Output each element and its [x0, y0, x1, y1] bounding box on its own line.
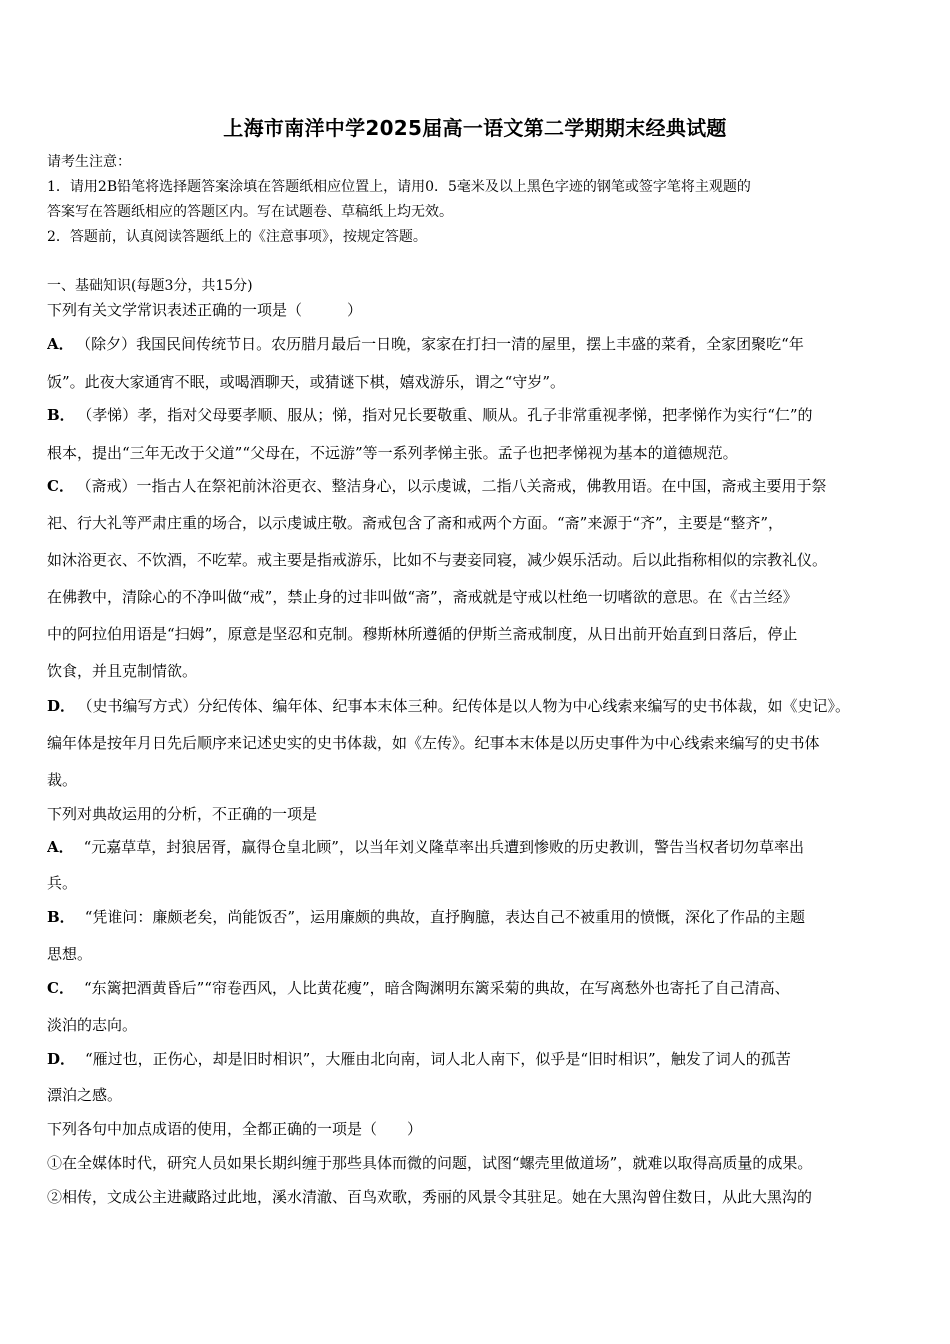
q2-option-d-letter: D．	[47, 1050, 76, 1068]
q1-option-c-line-4: 在佛教中，清除心的不净叫做“戒”，禁止身的过非叫做“斋”，斋戒就是守戒以杜绝一切嗜欲的意思。在《古兰经》	[47, 588, 798, 606]
q1-option-d-line	[47, 696, 917, 716]
q1-option-a-text: （除夕）我国民间传统节日。农历腊月最后一日晚，家家在打扫一清的屋里，摆上丰盛的菜肴，全家团聚吃“年	[83, 335, 804, 353]
q1-option-b-line-2: 根本，提出“三年无改于父道”“父母在，不远游”等一系列孝悌主张。孟子也把孝悌视为基本的道德规范。	[47, 444, 738, 462]
q1-option-d-line-2: 编年体是按年月日先后顺序来记述史实的史书体裁，如《左传》。纪事本末体是以历史事件为中心线索来编写的史书体	[47, 734, 820, 752]
q3-sentence-1: ①在全媒体时代，研究人员如果长期纠缠于那些具体而微的问题，试图“螺壳里做道场”，就难以取得高质量的成果。	[47, 1154, 813, 1172]
q2-option-a-text: “元嘉草草，封狼居胥，赢得仓皇北顾”，以当年刘义隆草率出兵遭到惨败的历史教训，警告当权者切勿草率出	[83, 838, 804, 856]
q2-option-a-line	[47, 837, 917, 857]
q2-option-c-line	[47, 978, 917, 998]
q1-option-c-letter: C．	[47, 477, 74, 495]
q1-option-b-letter: B．	[47, 406, 75, 424]
notice-item-2: 2．答题前，认真阅读答题纸上的《注意事项》，按规定答题。	[47, 229, 427, 245]
q1-option-a-line	[47, 334, 917, 354]
q2-option-b-line-2: 思想。	[47, 945, 93, 963]
q2-option-a-line-2: 兵。	[47, 874, 78, 892]
q1-option-c-line-3: 如沐浴更衣、不饮酒，不吃荤。戒主要是指戒游乐，比如不与妻妾同寝，减少娱乐活动。后以此指称相似的宗教礼仪。	[47, 551, 828, 569]
question-3-stem: 下列各句中加点成语的使用，全都正确的一项是（ ）	[47, 1120, 423, 1138]
q2-option-a-letter: A．	[47, 838, 74, 856]
notice-item-1-line-2: 答案写在答题纸相应的答题区内。写在试题卷、草稿纸上均无效。	[47, 204, 453, 220]
q1-option-d-letter: D．	[47, 697, 76, 715]
section-1-heading: 一、基础知识(每题3分，共15分)	[47, 278, 253, 294]
q1-option-d-line-3: 裁。	[47, 771, 78, 789]
q1-option-b-line	[47, 405, 917, 425]
q1-option-c-text: （斋戒）一指古人在祭祀前沐浴更衣、整洁身心，以示虔诚，二指八关斋戒，佛教用语。在中国，斋戒主要用于祭	[83, 477, 827, 495]
q2-option-c-text: “东篱把酒黄昏后”“帘卷西风，人比黄花瘦”，暗含陶渊明东篱采菊的典故，在写离愁外也寄托了自己清高、	[83, 979, 790, 997]
q1-option-a-line-2: 饭”。此夜大家通宵不眠，或喝酒聊天，或猜谜下棋，嬉戏游乐，谓之“守岁”。	[47, 373, 566, 391]
page-title: 上海市南洋中学2025届高一语文第二学期期末经典试题	[223, 116, 727, 140]
question-1-stem: 下列有关文学常识表述正确的一项是（ ）	[47, 301, 363, 319]
q2-option-d-line-2: 漂泊之感。	[47, 1086, 123, 1104]
q1-option-c-line-5: 中的阿拉伯用语是“扫姆”，原意是坚忍和克制。穆斯林所遵循的伊斯兰斋戒制度，从日出前开始直到日落后，停止	[47, 625, 798, 643]
q2-option-c-letter: C．	[47, 979, 74, 997]
notice-item-1-line-1: 1．请用2B铅笔将选择题答案涂填在答题纸相应位置上，请用0．5毫米及以上黑色字迹的钢笔或签字笔将主观题的	[47, 179, 751, 195]
q1-option-c-line	[47, 476, 917, 496]
q2-option-b-line	[47, 907, 917, 927]
q2-option-d-line	[47, 1049, 917, 1069]
q2-option-c-line-2: 淡泊的志向。	[47, 1016, 138, 1034]
q1-option-b-text: （孝悌）孝，指对父母要孝顺、服从；悌，指对兄长要敬重、顺从。孔子非常重视孝悌，把孝悌作为实行“仁”的	[84, 406, 813, 424]
q2-option-b-letter: B．	[47, 908, 75, 926]
q2-option-d-text: “雁过也，正伤心，却是旧时相识”，大雁由北向南，词人北人南下，似乎是“旧时相识”，触发了词人的孤苦	[85, 1050, 791, 1068]
question-2-stem: 下列对典故运用的分析，不正确的一项是	[47, 805, 318, 823]
q1-option-c-line-6: 饮食，并且克制情欲。	[47, 662, 198, 680]
q1-option-d-text: （史书编写方式）分纪传体、编年体、纪事本末体三种。纪传体是以人物为中心线索来编写的史书体裁，如《史记》。	[85, 697, 851, 715]
notice-heading: 请考生注意：	[47, 154, 131, 170]
q1-option-c-line-2: 祀、行大礼等严肃庄重的场合，以示虔诚庄敬。斋戒包含了斋和戒两个方面。“斋”来源于“齐”，主要是“整齐”，	[47, 514, 784, 532]
q2-option-b-text: “凭谁问：廉颇老矣，尚能饭否”，运用廉颇的典故，直抒胸臆，表达自己不被重用的愤慨，深化了作品的主题	[84, 908, 806, 926]
q3-sentence-2: ②相传，文成公主进藏路过此地，溪水清澈、百鸟欢歌，秀丽的风景令其驻足。她在大黑沟曾住数日，从此大黑沟的	[47, 1188, 813, 1206]
q1-option-a-letter: A．	[47, 335, 74, 353]
